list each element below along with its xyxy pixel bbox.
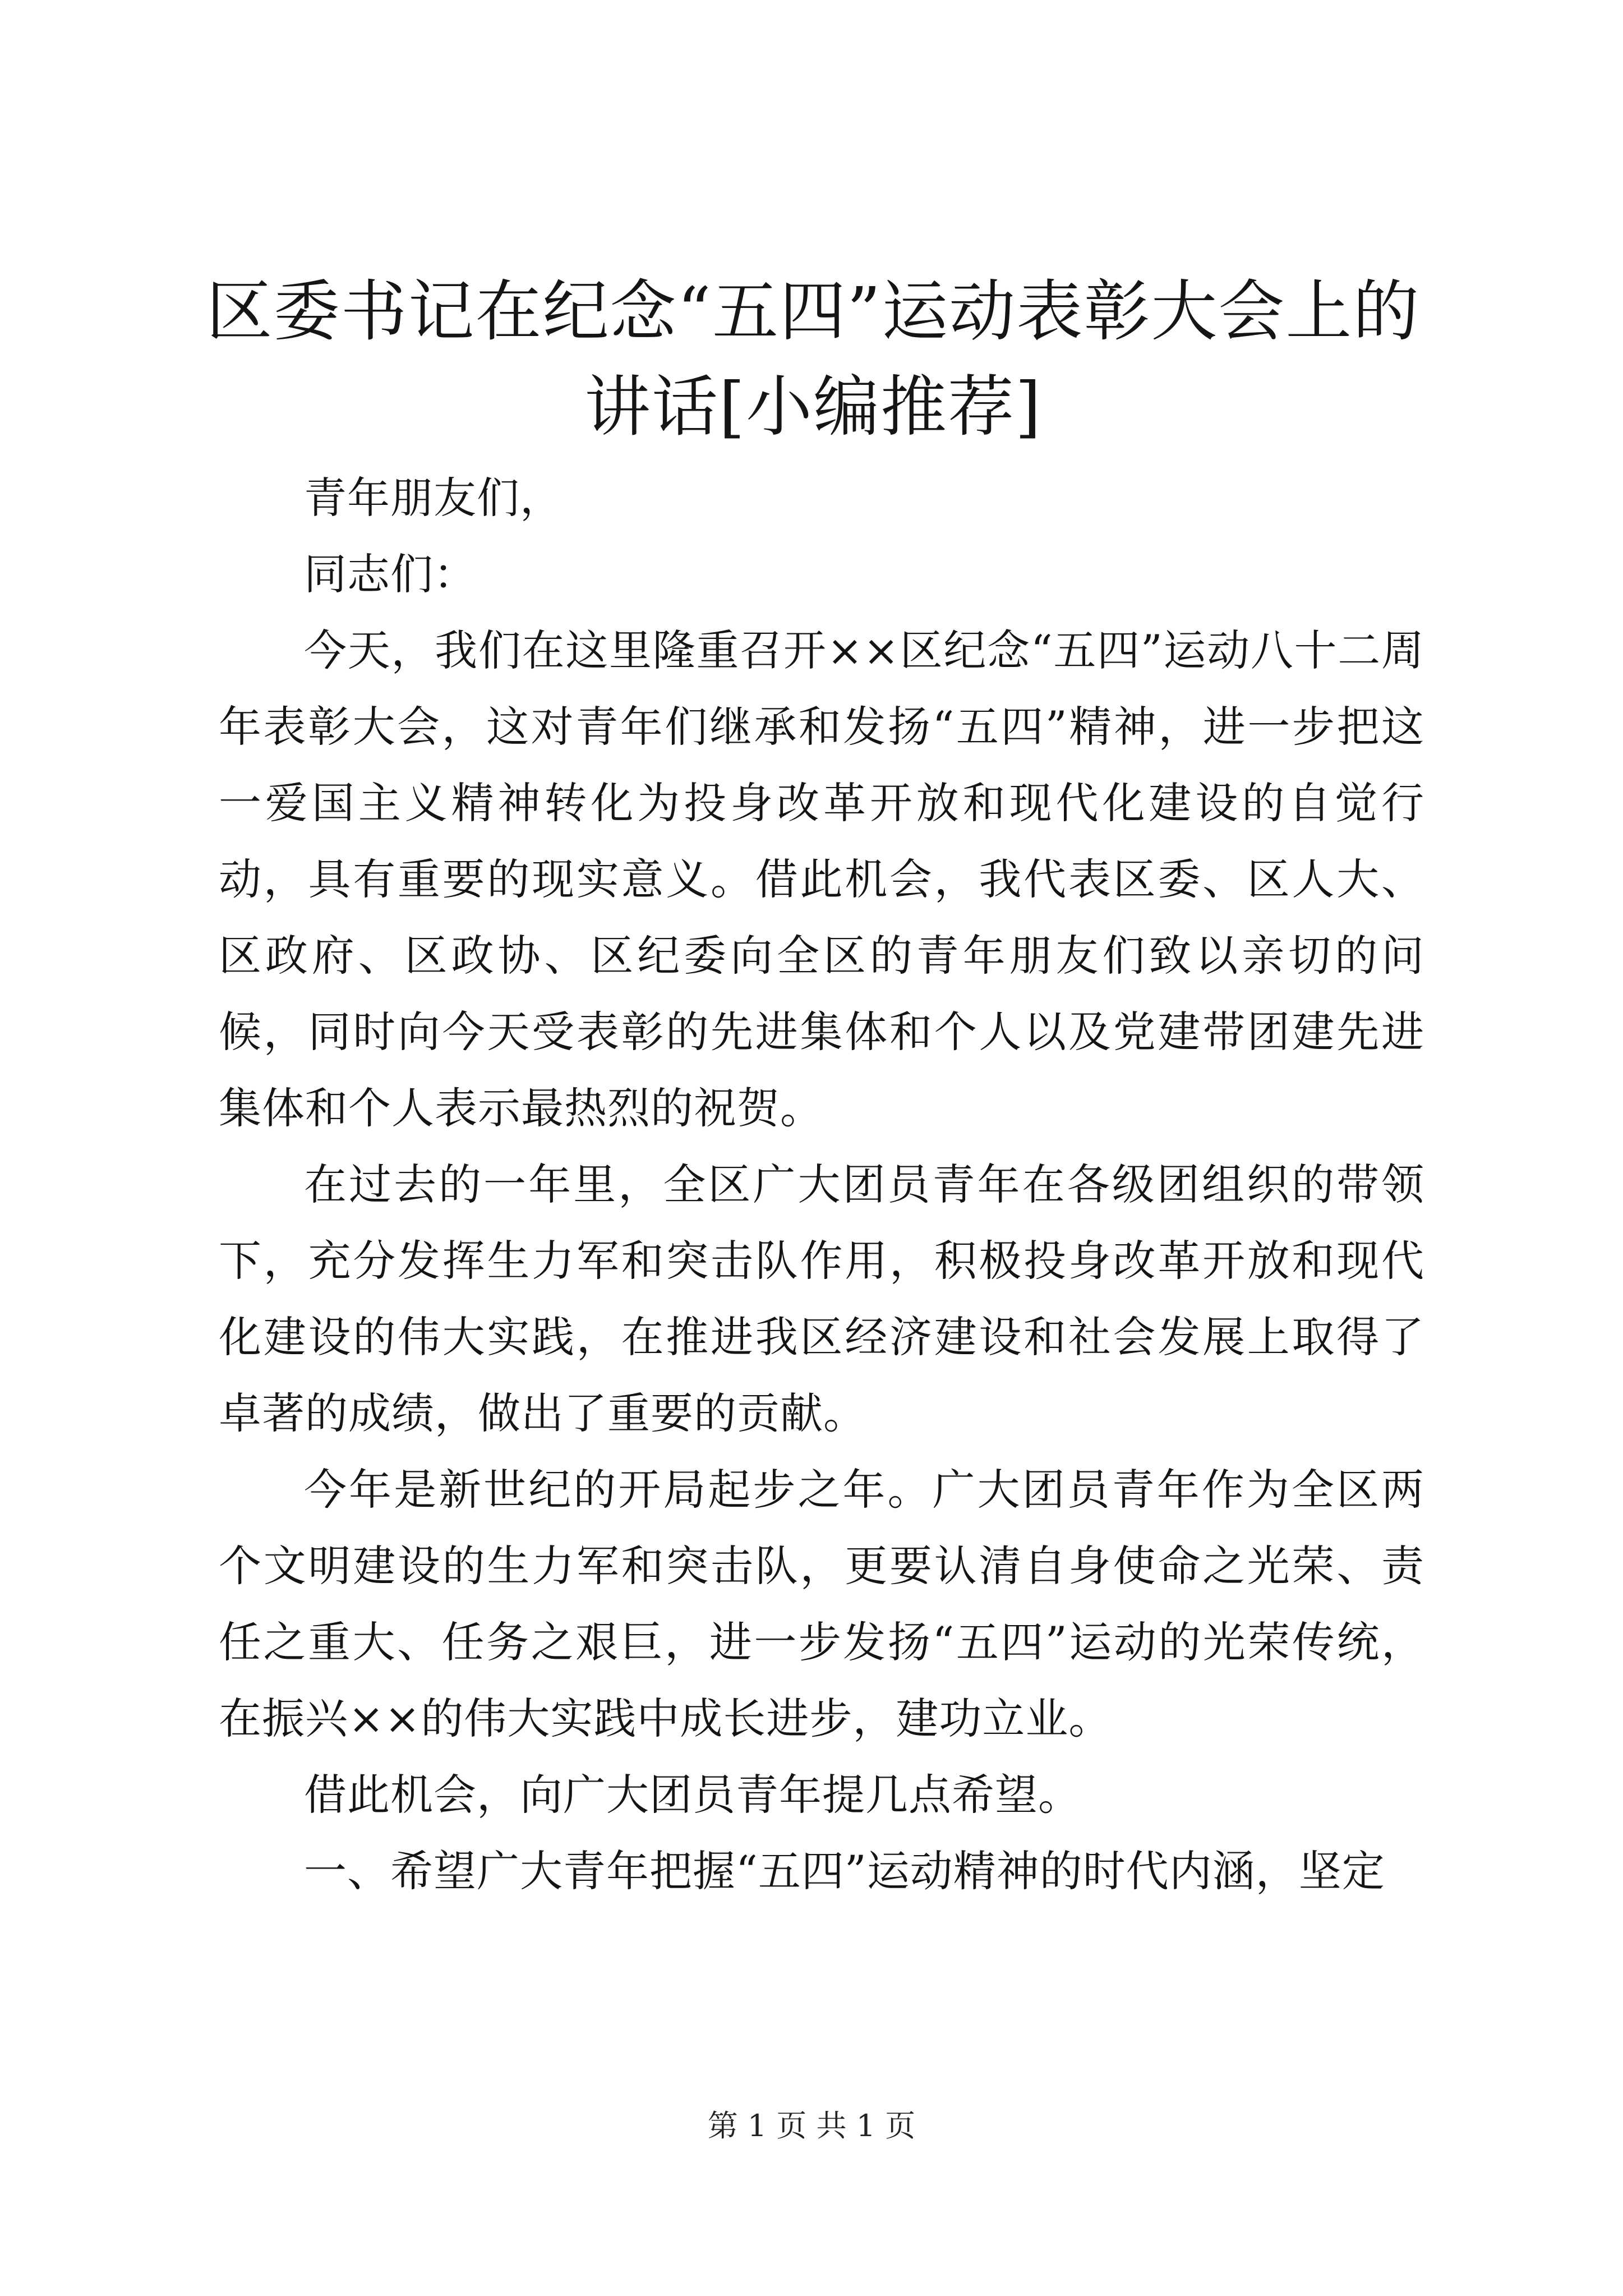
page-footer: 第 1 页 共 1 页	[707, 2108, 916, 2143]
salutation-youth-friends: 青年朋友们，	[304, 473, 563, 523]
salutation-comrades: 同志们：	[304, 549, 477, 599]
paragraph-past-year: 在过去的一年里，全区广大团员青年在各级团组织的带领下，充分发挥生力军和突击队作用，积极投身改革开放和现代化建设的伟大实践，在推进我区经济建设和社会发展上取得了卓著的成绩，做出了重要的贡献。	[219, 1159, 1424, 1438]
paragraph-opening: 今天，我们在这里隆重召开××区纪念“五四”运动八十二周年表彰大会，这对青年们继承和发扬“五四”精神，进一步把这一爱国主义精神转化为投身改革开放和现代化建设的自觉行动，具有重要的现实意义。借此机会，我代表区委、区人大、区政府、区政协、区纪委向全区的青年朋友们致以亲切的问候，同时向今天受表彰的先进集体和个人以及党建带团建先进集体和个人表示最热烈的祝贺。	[219, 625, 1424, 1133]
paragraph-first-hope: 一、希望广大青年把握“五四”运动精神的时代内涵，坚定	[304, 1846, 1385, 1896]
document-body	[219, 460, 1424, 1910]
document-title: 区委书记在纪念“五四”运动表彰大会上的讲话[小编推荐]	[206, 273, 1421, 445]
paragraph-new-century: 今年是新世纪的开局起步之年。广大团员青年作为全区两个文明建设的生力军和突击队，更要认清自身使命之光荣、责任之重大、任务之艰巨，进一步发扬“五四”运动的光荣传统，在振兴××的伟大实践中成长进步，建功立业。	[219, 1465, 1424, 1743]
paragraph-hopes-intro: 借此机会，向广大团员青年提几点希望。	[304, 1770, 1081, 1820]
